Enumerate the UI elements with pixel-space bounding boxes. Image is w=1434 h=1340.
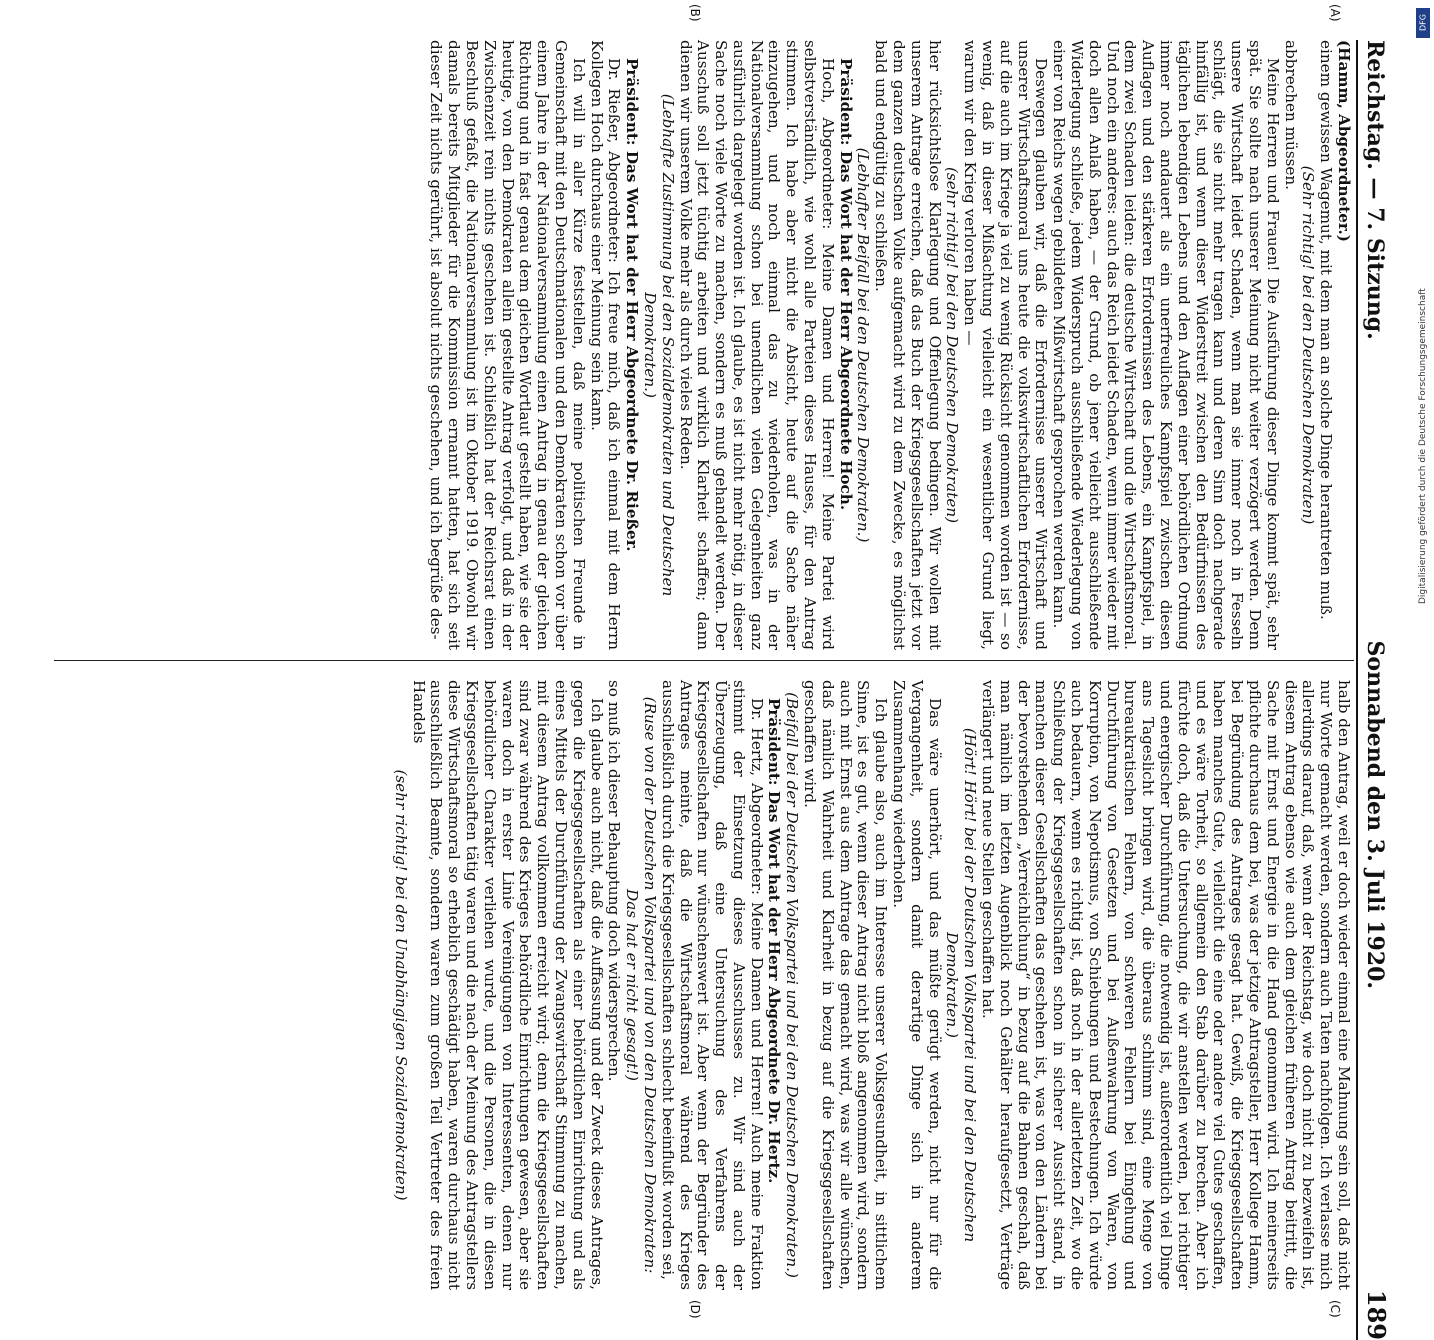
page-number: 189 — [1362, 1289, 1391, 1340]
header-left: Reichstag. — 7. Sitzung. — [1362, 40, 1388, 340]
right-column — [52, 680, 1352, 1290]
paragraph: Dr. Hertz, Abgeordneter: Meine Damen und Herren! Auch meine Fraktion stimmt der Einsetzung dieses Ausschusses zu. Wir sind auch der Überzeugung, daß eine Untersuchung des Verfahrens der Kriegsgesellschaften nur wünschenswert ist. Aber wenn der Begründer des Antrages meinte, daß die Wirtschaftsmoral während des Krieges ausschließlich durch die Kriegsgesellschaften schlecht beeinflußt worden sei, — [658, 680, 766, 1290]
margin-marker-d: (D) — [688, 1300, 702, 1319]
interjection: (Hört! Hört! bei der Deutschen Volkspartei und bei den Deutschen Demokraten.) — [943, 727, 980, 1243]
interjection: (sehr richtig! bei den Unabhängigen Sozialdemokraten) — [391, 769, 410, 1201]
president-line: Präsident: Das Wort hat der Herr Abgeordnete Dr. Rießer. — [623, 58, 642, 552]
digitization-credit: Digitalisierung gefördert durch die Deutsche Forschungsgemeinschaft — [1418, 288, 1428, 604]
column-divider — [54, 660, 1354, 661]
paragraph: so muß ich dieser Behauptung doch widersprechen. — [605, 680, 624, 1082]
paragraph: abbrechen müssen. — [1281, 40, 1300, 190]
paragraph: Ich will in aller Kürze feststellen, daß meine politischen Freunde in Gemeinschaft mit den Deutschnationalen und den Demokraten schon vor über einem Jahre in der Nationalversammlung einen Antrag in genau der gleichen Richtung und in fast genau dem gleichen Wortlaut gestellt haben, wie sie der heutige, von den Demokraten allein gestellte Antrag verfolgt, und daß in der Zwischenzeit rein nichts geschehen ist. Schließlich hat der Reichsrat einen Beschluß gefaßt, die Nationalversammlung ist im Oktober 1919. Obwohl wir damals bereits Mitglieder für die Kommission ernannt hatten, hat sich seit dieser Zeit nichts gerührt, ist absolut nichts geschehen, und ich begrüße des- — [427, 40, 588, 650]
interjection: (Lebhafter Beifall bei den Deutschen Demokraten.) — [854, 147, 873, 543]
paragraph: Das wäre unerhört, und das müßte gerügt werden, nicht nur für die Vergangenheit, sondern damit derartige Dinge sich in anderem Zusammenhang wiederholen. — [890, 680, 944, 1290]
interjection: (Sehr richtig! bei den Deutschen Demokraten) — [1299, 165, 1318, 525]
margin-marker-c: (C) — [1328, 1300, 1342, 1318]
speaker-ref: (Hamm, Abgeordneter.) — [1335, 40, 1353, 242]
paragraph: Dr. Rießer, Abgeordneter: Ich freue mich, daß ich einmal mit dem Herrn Kollegen Hoch durchaus einer Meinung sein kann. — [587, 40, 624, 650]
rotated-page — [42, 0, 1402, 1340]
header-center: Sonnabend den 3. Juli 1920. — [1362, 640, 1388, 990]
paragraph: Meine Herren und Frauen! Die Ausführung dieser Dinge kommt spät, sehr spät. Sie sollte nach unserer Meinung nicht weiter verzögert werden. Denn unsere Wirtschaft leidet Schaden, wenn man sie immer noch in Fesseln schlägt, die sie nicht mehr tragen kann und deren Sinn doch nachgerade hinfällig ist, und wenn dieser Widerstreit zwischen den Bedürfnissen des täglichen lebendigen Lebens und den Auflagen einer behördlichen Ordnung immer noch andauert als ein unerfreuliches Kampfspiel zwischen diesen Auflagen und den stärkeren Erfordernissen des Lebens, ein Kampfspiel, in dem zwei Schaden leiden: die deutsche Wirtschaft und die Wirtschaftsmoral. Und noch ein anderes: auch das Reich leidet Schaden, wenn immer wieder mit doch allen Anlaß haben, — der Grund, ob jener vielleicht ausschließende Widerlegung schließe, jedem Widerspruch ausschließende Wiederlegung von einer von Reichs wegen gebildeten Mißwirtschaft gesprochen werden kann. — [1050, 40, 1282, 650]
interjection: (Ruse von der Deutschen Volkspartei und von den Deutschen Demokraten: Das hat er nicht gesagt!) — [623, 696, 659, 1274]
paragraph: halb den Antrag, weil er doch wieder einmal eine Mahnung sein soll, daß nicht nur Worte gemacht werden, sondern auch Taten nachfolgen. Ich verlasse mich allerdings darauf, daß, wenn der Reichstag, wie doch nicht zu bezweifeln ist, diesem Antrag ebenso wie auch dem gleichen früheren Antrag beitritt, die Sache mit Ernst und Energie in die Hand genommen wird. Ich meinerseits pflichte durchaus dem bei, was der jetzige Antragsteller, Herr Kollege Hamm, bei Begründung des Antrages gesagt hat. Gewiß, die Kriegsgesellschaften haben manches Gute, vielleicht die eine oder andere viel Gutes geschaffen, und es wäre Torheit, so allgemein den Stab darüber zu brechen. Aber ich fürchte doch, daß die Untersuchung, die wir anstellen werden, bei richtiger und energischer Durchführung, die notwendig ist, außerordentlich viel Dinge ans Tageslicht bringen wird, die überaus schlimm sind, eine Menge von bureaukratischen Fehlern, von schweren Fehlern bei Eingehung und Durchführung von Gesetzen und bei Außenwahrung von Waren, von Korruption, von Nepotismus, von Schiebungen und Bestechungen. Ich würde auch bedauern, wenn es richtig ist, daß noch in der allerletzten Zeit, wo die Schließung der Kriegsgesellschaften schon in sicherer Aussicht stand, in manchen dieser Gesellschaften das geschehen ist, was von den Ländern bei der bevorstehenden „Verreichlichung“ in bezug auf die Bahnen geschah, daß man nämlich im letzten Augenblick noch Gehälter heraufgesetzt, Verträge verlängert und neue Stellen geschaffen hat. — [979, 680, 1353, 1290]
president-line: Präsident: Das Wort hat der Herr Abgeordnete Hoch. — [836, 58, 855, 511]
interjection: (Lebhafte Zustimmung bei den Sozialdemokraten und Deutschen Demokraten.) — [640, 93, 677, 597]
dfg-logo: DFG — [1416, 8, 1430, 38]
paragraph: Hoch, Abgeordneter: Meine Damen und Herren! Meine Partei wird selbstverständlich, wie wohl alle Parteien dieses Hauses, für den Antrag stimmen. Ich habe aber nicht die Absicht, heute auf die Sache näher einzugehen, und noch einmal das zu wiederholen, was in der Nationalversammlung schon bei unendlichen vielen Gelegenheiten ganz ausführlich dargelegt worden ist. Ich glaube, es ist nicht mehr nötig, in dieser Sache noch viele Worte zu machen, sondern es muß gehandelt werden. Der Ausschuß soll jetzt tüchtig arbeiten und wirklich Klarheit schaffen; dann dienen wir unserem Volke mehr als durch vieles Reden. — [676, 40, 837, 650]
paragraph: hier rücksichtslose Klarlegung und Offenlegung bedingen. Wir wollen mit unserem Antrage erreichen, daß das Buch der Kriegsgesellschaften jetzt vor dem ganzen deutschen Volke aufgemacht wird zu dem Zwecke, es möglichst bald und endgültig zu schließen. — [872, 40, 944, 650]
paragraph: Ich glaube auch nicht, daß die Auffassung und der Zweck dieses Antrages, gegen die Kriegsgesellschaften als einer behördlichen Einrichtung und als eines Mittels der Durchführung der Zwangswirtschaft Stimmung zu machen, mit diesem Antrag vollkommen erreicht wird; denn die Kriegsgesellschaften sind zwar während des Krieges behördliche Einrichtungen gewesen, aber sie waren doch in erster Linie Vereinigungen von Interessenten, denen nur behördlicher Charakter verliehen wurde, und die Personen, die in diesen Kriegsgesellschaften tätig waren und die nach der Meinung des Antragstellers diese Wirtschaftsmoral so erheblich geschädigt haben, waren durchaus nicht ausschließlich Beamte, sondern waren zum großen Teil Vertreter des freien Handels — [409, 680, 606, 1290]
interjection: (sehr richtig! bei den Deutschen Demokraten) — [943, 166, 962, 524]
president-line: Präsident: Das Wort hat der Herr Abgeordnete Dr. Hertz. — [765, 698, 784, 1184]
left-column — [52, 40, 1352, 650]
margin-marker-b: (B) — [688, 4, 702, 22]
paragraph: einem gewissen Wagemut, mit dem man an solche Dinge herantreten muß. — [1317, 40, 1336, 620]
page-header — [1356, 40, 1402, 1340]
interjection: (Beifall bei der Deutschen Volkspartei und bei den Deutschen Demokraten.) — [783, 692, 802, 1278]
margin-marker-a: (A) — [1328, 4, 1342, 22]
paragraph: Deswegen glauben wir, daß die Erfordernisse unserer Wirtschaft und unserer Wirtschaftsmoral uns heute die volkswirtschaftlichen Erfordernisse, auf die auch im Kriege ja viel zu wenig Rücksicht genommen worden ist — so wenig, daß in dieser Mißachtung vielleicht ein wesentlicher Grund liegt, warum wir den Krieg verloren haben — — [961, 40, 1051, 650]
paragraph: Ich glaube also, auch im Interesse unserer Volksgesundheit, in sittlichem Sinne, ist es gut, wenn dieser Antrag nicht bloß angenommen wird, sondern auch mit Ernst aus dem Antrage das gemacht wird, was wir alle wünschen, daß nämlich Wahrheit und Klarheit in bezug auf die Kriegsgesellschaften geschaffen wird. — [801, 680, 891, 1290]
